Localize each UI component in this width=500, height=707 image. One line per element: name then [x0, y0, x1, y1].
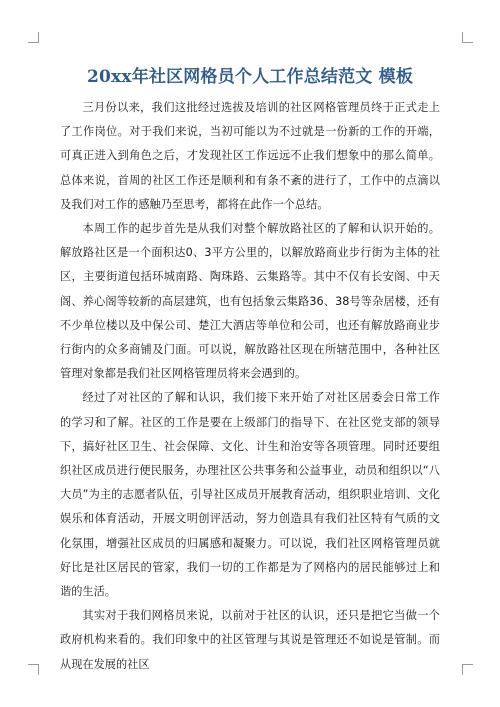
- document-body: [60, 96, 440, 677]
- document-title: 20xx年社区网格员个人工作总结范文 模板: [86, 67, 414, 87]
- crop-mark-top-right: [462, 32, 473, 43]
- paragraph-1: 三月份以来，我们这批经过选拔及培训的社区网格管理员终于正式走上了工作岗位。对于我们来说，当初可能以为不过就是一份新的工作的开端，可真正进入到角色之后，才发现社区工作远远不止我们想象中的那么简单。总体来说，首周的社区工作还是顺利和有条不紊的进行了，工作中的点滴以及我们对工作的感触乃至思考，都将在此作一个总结。: [60, 101, 440, 211]
- crop-mark-bottom-right: [462, 664, 473, 675]
- paragraph-3: 经过了对社区的了解和认识，我们接下来开始了对社区居委会日常工作的学习和了解。社区的工作是要在上级部门的指导下、在社区党支部的领导下，搞好社区卫生、社会保障、文化、计生和治安等各项管理。同时还要组织社区成员进行便民服务，办理社区公共事务和公益事业，动员和组织以“八大员”为主的志愿者队伍，引导社区成员开展教育活动，组织职业培训、文化娱乐和体育活动，开展文明创评活动，努力创造具有我们社区特有气质的文化氛围，增强社区成员的归属感和凝聚力。可以说，我们社区网格管理员就好比是社区居民的管家，我们一切的工作都是为了网格内的居民能够过上和谐的生活。: [60, 391, 440, 599]
- crop-mark-bottom-left: [28, 664, 39, 675]
- crop-mark-top-left: [28, 32, 39, 43]
- paragraph-4: 其实对于我们网格员来说，以前对于社区的认识，还只是把它当做一个政府机构来看的。我们印象中的社区管理与其说是管理还不如说是管制。而从现在发展的社区: [60, 609, 440, 671]
- paragraph-2: 本周工作的起步首先是从我们对整个解放路社区的了解和认识开始的。解放路社区是一个面积达0、3平方公里的，以解放路商业步行街为主体的社区，主要街道包括环城南路、陶珠路、云集路等。其中不仅有长安阁、中天阁、养心阁等较新的高层建筑，也有包括象云集路36、38号等杂居楼，还有不少单位楼以及中保公司、楚江大酒店等单位和公司，也还有解放路商业步行街内的众多商铺及门面。可以说，解放路社区现在所辖范围中，各种社区管理对象都是我们社区网格管理员将来会遇到的。: [60, 222, 440, 381]
